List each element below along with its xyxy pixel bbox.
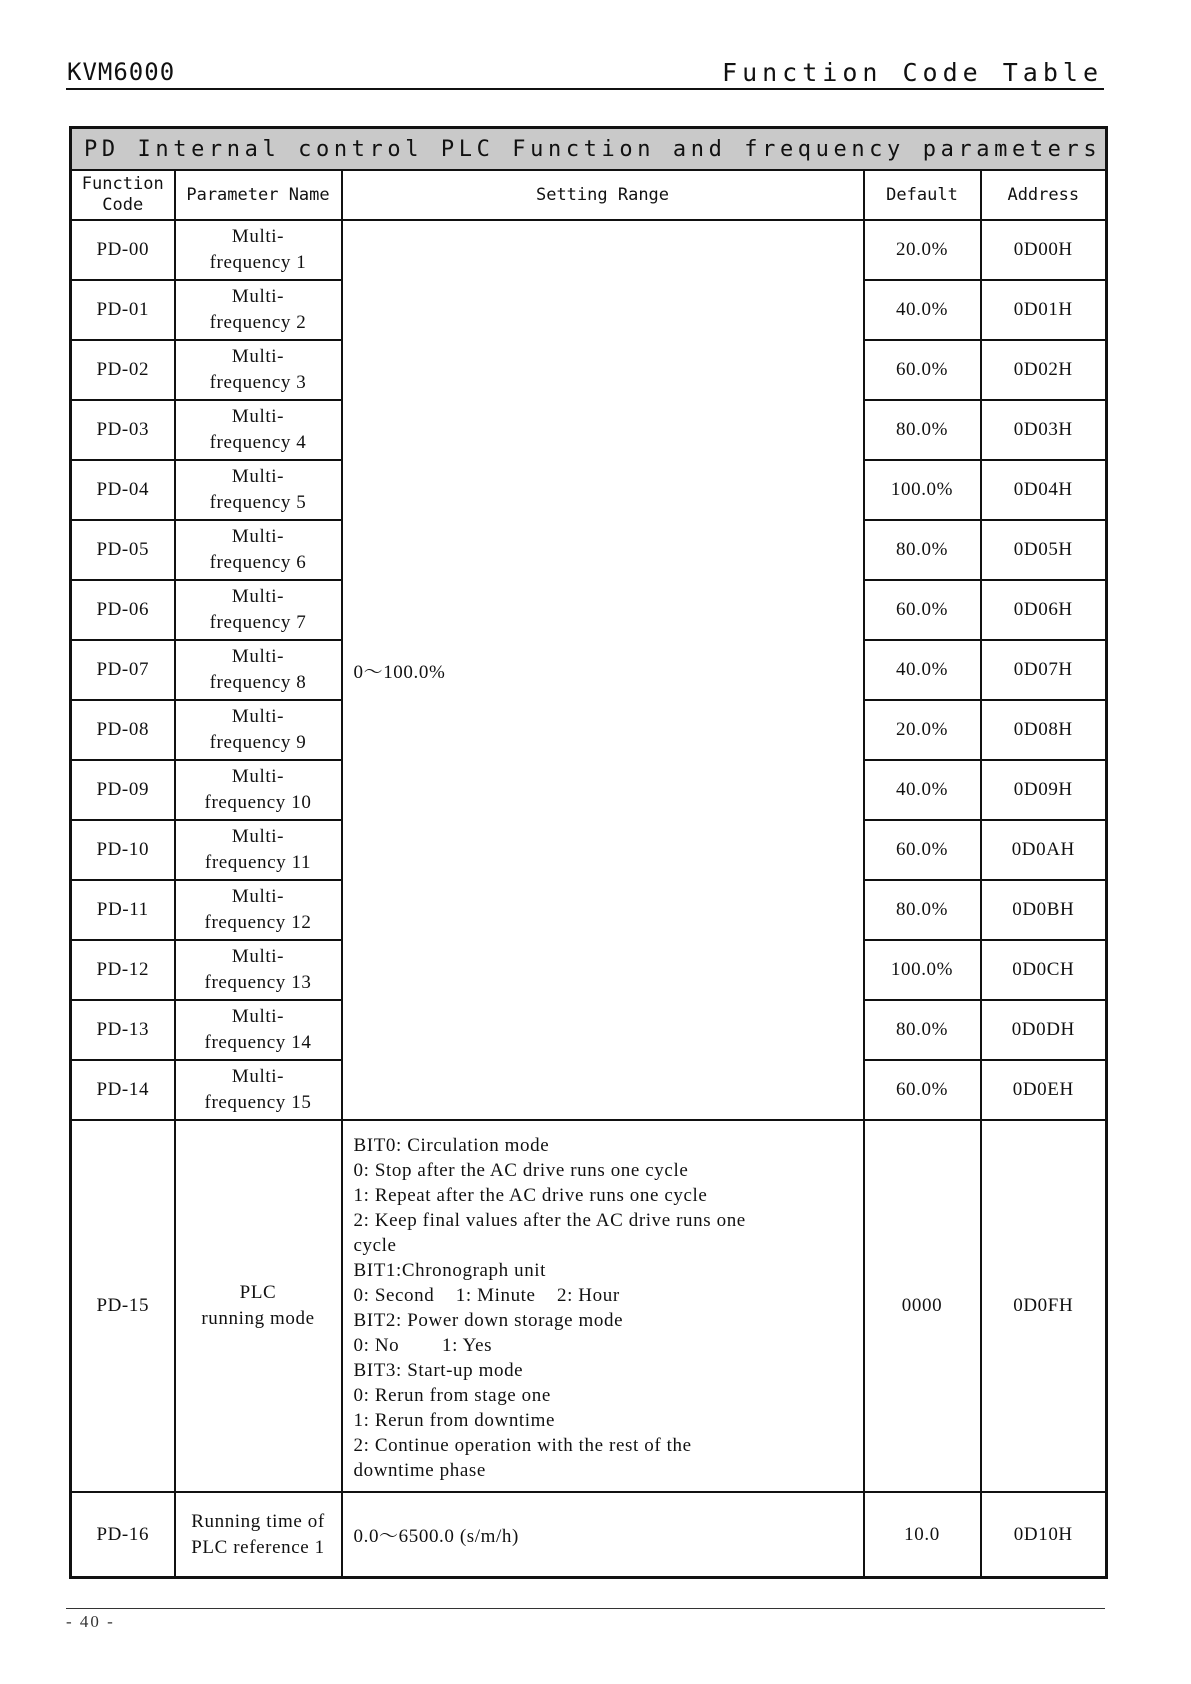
parameter-name-line1: Multi- — [231, 1006, 285, 1027]
parameter-name-cell — [175, 880, 342, 940]
parameter-name-cell — [175, 820, 342, 880]
setting-range-line: 0: No 1: Yes — [353, 1335, 493, 1356]
address-cell: 0D0FH — [981, 1120, 1107, 1492]
parameter-name-cell — [175, 1060, 342, 1120]
address-cell: 0D0CH — [981, 940, 1107, 1000]
parameter-name-line2: frequency 8 — [209, 672, 307, 693]
address-cell: 0D0EH — [981, 1060, 1107, 1120]
parameter-name-line1: Running time of — [191, 1510, 325, 1532]
address-cell: 0D0DH — [981, 1000, 1107, 1060]
parameter-name-line2: frequency 13 — [204, 972, 312, 993]
default-value-cell: 0000 — [864, 1120, 981, 1492]
default-value-cell: 100.0% — [864, 940, 981, 1000]
parameter-name-line1: Multi- — [231, 946, 285, 967]
default-value-cell: 20.0% — [864, 700, 981, 760]
address-cell: 0D07H — [981, 640, 1107, 700]
parameter-name-line2: running mode — [201, 1308, 315, 1329]
function-code-cell: PD-02 — [71, 340, 175, 400]
parameter-name-line2: frequency 5 — [209, 492, 307, 513]
default-value-cell: 40.0% — [864, 280, 981, 340]
parameter-name-line2: frequency 3 — [209, 372, 307, 393]
parameter-name-line2: frequency 4 — [209, 432, 307, 453]
column-header-code-line1: Function — [81, 174, 164, 194]
parameter-name-cell — [175, 280, 342, 340]
default-value-cell: 60.0% — [864, 820, 981, 880]
setting-range-line: 2: Continue operation with the rest of the — [353, 1435, 692, 1456]
default-value-cell: 80.0% — [864, 880, 981, 940]
parameter-name-cell — [175, 520, 342, 580]
default-value-cell: 10.0 — [864, 1492, 981, 1578]
function-code-cell: PD-11 — [71, 880, 175, 940]
parameter-name-line2: frequency 6 — [209, 552, 307, 573]
address-cell: 0D0BH — [981, 880, 1107, 940]
function-code-cell: PD-13 — [71, 1000, 175, 1060]
header-rule — [66, 88, 1104, 90]
setting-range-line: BIT0: Circulation mode — [353, 1135, 550, 1156]
address-cell: 0D04H — [981, 460, 1107, 520]
parameter-name-line1: Multi- — [231, 226, 285, 247]
setting-range-line: 1: Repeat after the AC drive runs one cycle — [353, 1185, 708, 1206]
address-cell: 0D05H — [981, 520, 1107, 580]
parameter-name-line2: frequency 14 — [204, 1032, 312, 1053]
parameter-name-line2: frequency 11 — [204, 852, 312, 873]
function-code-table — [69, 126, 1108, 1579]
parameter-name-cell — [175, 340, 342, 400]
parameter-name-line1: Multi- — [231, 286, 285, 307]
default-value-cell: 60.0% — [864, 580, 981, 640]
column-header-code-line2: Code — [102, 195, 144, 215]
parameter-name-line2: frequency 1 — [209, 252, 307, 273]
default-value-cell: 40.0% — [864, 640, 981, 700]
setting-range-line: 0: Stop after the AC drive runs one cycle — [353, 1160, 689, 1181]
parameter-name-line2: PLC reference 1 — [191, 1536, 325, 1558]
parameter-name-line1: Multi- — [231, 646, 285, 667]
function-code-cell: PD-05 — [71, 520, 175, 580]
parameter-name-cell — [175, 400, 342, 460]
address-cell: 0D02H — [981, 340, 1107, 400]
setting-range-line: downtime phase — [353, 1460, 486, 1481]
section-title: Function Code Table — [722, 58, 1103, 87]
address-cell: 0D06H — [981, 580, 1107, 640]
default-value-cell: 80.0% — [864, 520, 981, 580]
parameter-name-cell — [175, 640, 342, 700]
setting-range-line: 1: Rerun from downtime — [353, 1410, 556, 1431]
parameter-name-line1: Multi- — [231, 886, 285, 907]
default-value-cell: 80.0% — [864, 400, 981, 460]
default-value-cell: 40.0% — [864, 760, 981, 820]
parameter-name-line2: frequency 12 — [204, 912, 312, 933]
function-code-cell: PD-03 — [71, 400, 175, 460]
parameter-name-cell — [175, 940, 342, 1000]
setting-range-line: 2: Keep final values after the AC drive runs one — [353, 1210, 746, 1231]
setting-range-cell: 0～100.0% — [342, 220, 864, 1120]
function-code-cell: PD-01 — [71, 280, 175, 340]
column-header-address: Address — [981, 170, 1107, 220]
parameter-name-cell — [175, 1120, 342, 1492]
default-value-cell: 80.0% — [864, 1000, 981, 1060]
table-row — [71, 1492, 1107, 1578]
function-code-table-container — [69, 126, 1105, 1579]
parameter-name-line1: Multi- — [231, 766, 285, 787]
setting-range-line: BIT1:Chronograph unit — [353, 1260, 547, 1281]
table-body — [71, 220, 1107, 1578]
parameter-name-line1: Multi- — [231, 526, 285, 547]
parameter-name-line2: frequency 7 — [209, 612, 307, 633]
table-row — [71, 1120, 1107, 1492]
table-row — [71, 220, 1107, 280]
column-header-function-code — [71, 170, 175, 220]
parameter-name-line2: frequency 9 — [209, 732, 307, 753]
function-code-cell: PD-09 — [71, 760, 175, 820]
page-number: - 40 - — [66, 1612, 115, 1631]
parameter-name-cell — [175, 460, 342, 520]
function-code-cell: PD-00 — [71, 220, 175, 280]
parameter-name-line1: Multi- — [231, 826, 285, 847]
parameter-name-line1: PLC — [239, 1282, 277, 1303]
default-value-cell: 100.0% — [864, 460, 981, 520]
table-title: PD Internal control PLC Function and frequency parameters — [71, 128, 1107, 171]
setting-range-line: cycle — [353, 1235, 397, 1256]
address-cell: 0D08H — [981, 700, 1107, 760]
footer-rule — [66, 1608, 1105, 1609]
parameter-name-line1: Multi- — [231, 406, 285, 427]
function-code-cell: PD-07 — [71, 640, 175, 700]
parameter-name-cell — [175, 760, 342, 820]
address-cell: 0D03H — [981, 400, 1107, 460]
parameter-name-line1: Multi- — [231, 466, 285, 487]
column-header-setting-range: Setting Range — [342, 170, 864, 220]
setting-range-cell — [342, 1120, 864, 1492]
parameter-name-cell — [175, 580, 342, 640]
parameter-name-cell — [175, 1492, 342, 1578]
default-value-cell: 60.0% — [864, 340, 981, 400]
function-code-cell: PD-12 — [71, 940, 175, 1000]
parameter-name-line2: frequency 2 — [209, 312, 307, 333]
address-cell: 0D01H — [981, 280, 1107, 340]
function-code-cell: PD-08 — [71, 700, 175, 760]
address-cell: 0D00H — [981, 220, 1107, 280]
function-code-cell: PD-15 — [71, 1120, 175, 1492]
parameter-name-cell — [175, 700, 342, 760]
function-code-cell: PD-10 — [71, 820, 175, 880]
function-code-cell: PD-04 — [71, 460, 175, 520]
document-model-name: KVM6000 — [67, 58, 176, 86]
column-header-default: Default — [864, 170, 981, 220]
address-cell: 0D0AH — [981, 820, 1107, 880]
column-header-parameter-name: Parameter Name — [175, 170, 342, 220]
parameter-name-line2: frequency 15 — [204, 1092, 312, 1113]
setting-range-line: BIT3: Start-up mode — [353, 1360, 524, 1381]
function-code-cell: PD-16 — [71, 1492, 175, 1578]
function-code-cell: PD-14 — [71, 1060, 175, 1120]
function-code-cell: PD-06 — [71, 580, 175, 640]
default-value-cell: 20.0% — [864, 220, 981, 280]
parameter-name-line1: Multi- — [231, 706, 285, 727]
parameter-name-line1: Multi- — [231, 586, 285, 607]
address-cell: 0D10H — [981, 1492, 1107, 1578]
parameter-name-cell — [175, 220, 342, 280]
setting-range-cell: 0.0～6500.0 (s/m/h) — [342, 1492, 864, 1578]
setting-range-line: 0: Rerun from stage one — [353, 1385, 551, 1406]
default-value-cell: 60.0% — [864, 1060, 981, 1120]
setting-range-line: 0: Second 1: Minute 2: Hour — [353, 1285, 620, 1306]
parameter-name-line2: frequency 10 — [204, 792, 312, 813]
setting-range-line: BIT2: Power down storage mode — [353, 1310, 624, 1331]
parameter-name-cell — [175, 1000, 342, 1060]
address-cell: 0D09H — [981, 760, 1107, 820]
parameter-name-line1: Multi- — [231, 1066, 285, 1087]
parameter-name-line1: Multi- — [231, 346, 285, 367]
